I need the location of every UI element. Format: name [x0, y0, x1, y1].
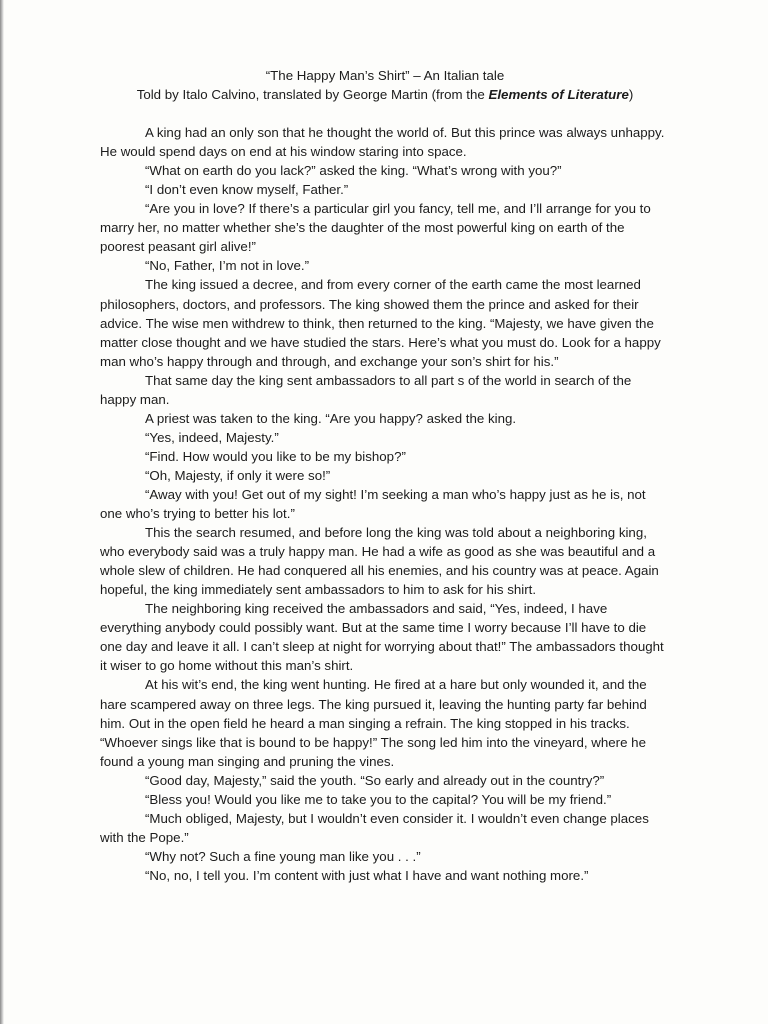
paragraph: “Oh, Majesty, if only it were so!” [145, 467, 331, 483]
paragraph: “Away with you! Get out of my sight! I’m seeking a man who’s happy just as he is, not one who’s trying to better his lot.” [100, 486, 646, 522]
paragraph: “Yes, indeed, Majesty.” [145, 429, 279, 445]
paragraph: “No, no, I tell you. I’m content with just what I have and want nothing more.” [145, 867, 589, 883]
paragraph: “No, Father, I’m not in love.” [145, 258, 310, 274]
document-byline [100, 85, 670, 104]
paragraph: The king issued a decree, and from every corner of the earth came the most learned philosophers, doctors, and professors. The king showed them the prince and asked for their advice. The wise men withdrew to think, then returned to the king. “Majesty, we have given the matter close thought and we have studied the stars. Here’s what you must do. Look for a happy man who’s happy through and through, and exchange your son’s shirt for his.” [100, 277, 661, 369]
paragraph: This the search resumed, and before long the king was told about a neighboring king, who everybody said was a truly happy man. He had a wife as good as she was beautiful and a whole slew of children. He had conquered all his enemies, and his country was at peace. Again hopeful, the king immediately sent ambassadors to him to ask for his shirt. [100, 525, 659, 598]
paragraph: That same day the king sent ambassadors to all part s of the world in search of the happy man. [100, 372, 632, 407]
paragraph: A priest was taken to the king. “Are you happy? asked the king. [145, 410, 517, 426]
paragraph: “Bless you! Would you like me to take you to the capital? You will be my friend.” [145, 791, 612, 807]
paragraph: “What on earth do you lack?” asked the king. “What’s wrong with you?” [145, 163, 562, 179]
paragraph: “Much obliged, Majesty, but I wouldn’t even consider it. I wouldn’t even change places with the Pope.” [100, 810, 649, 845]
paragraph: “Are you in love? If there’s a particular girl you fancy, tell me, and I’ll arrange for you to marry her, no matter whether she’s the daughter of the most powerful king on earth of the poorest peasant girl alive!” [100, 201, 651, 255]
scan-edge [0, 0, 4, 1024]
paragraph: “Good day, Majesty,” said the youth. “So early and already out in the country?” [145, 772, 605, 788]
byline-suffix: ) [628, 87, 634, 103]
paragraph: A king had an only son that he thought the world of. But this prince was always unhappy. He would spend days on end at his window staring into space. [100, 125, 665, 160]
document-title: “The Happy Man’s Shirt” – An Italian tale [265, 68, 505, 83]
byline-source: Elements of Literature [488, 87, 629, 103]
paragraph: “Find. How would you like to be my bishop?” [145, 448, 406, 464]
document-page [100, 66, 670, 885]
paragraph: At his wit’s end, the king went hunting. He fired at a hare but only wounded it, and the hare scampered away on three legs. The king pursued it, leaving the hunting party far behind him. Out in the open field he heard a man singing a refrain. The king stopped in his tracks. “Whoever sings like that is bound to be happy!” The song led him into the vineyard, where he found a young man singing and pruning the vines. [100, 677, 647, 769]
byline-prefix: Told by Italo Calvino, translated by George Martin (from the [136, 87, 489, 103]
paragraph: “I don’t even know myself, Father.” [145, 182, 349, 198]
paragraph: The neighboring king received the ambassadors and said, “Yes, indeed, I have everything anybody could possibly want. But at the same time I worry because I’ll have to die one day and leave it all. I can’t sleep at night for worrying about that!” The ambassadors thought it wiser to go home without this man’s shirt. [100, 601, 664, 674]
paragraph: “Why not? Such a fine young man like you . . .” [145, 848, 421, 864]
story-body [100, 123, 670, 885]
